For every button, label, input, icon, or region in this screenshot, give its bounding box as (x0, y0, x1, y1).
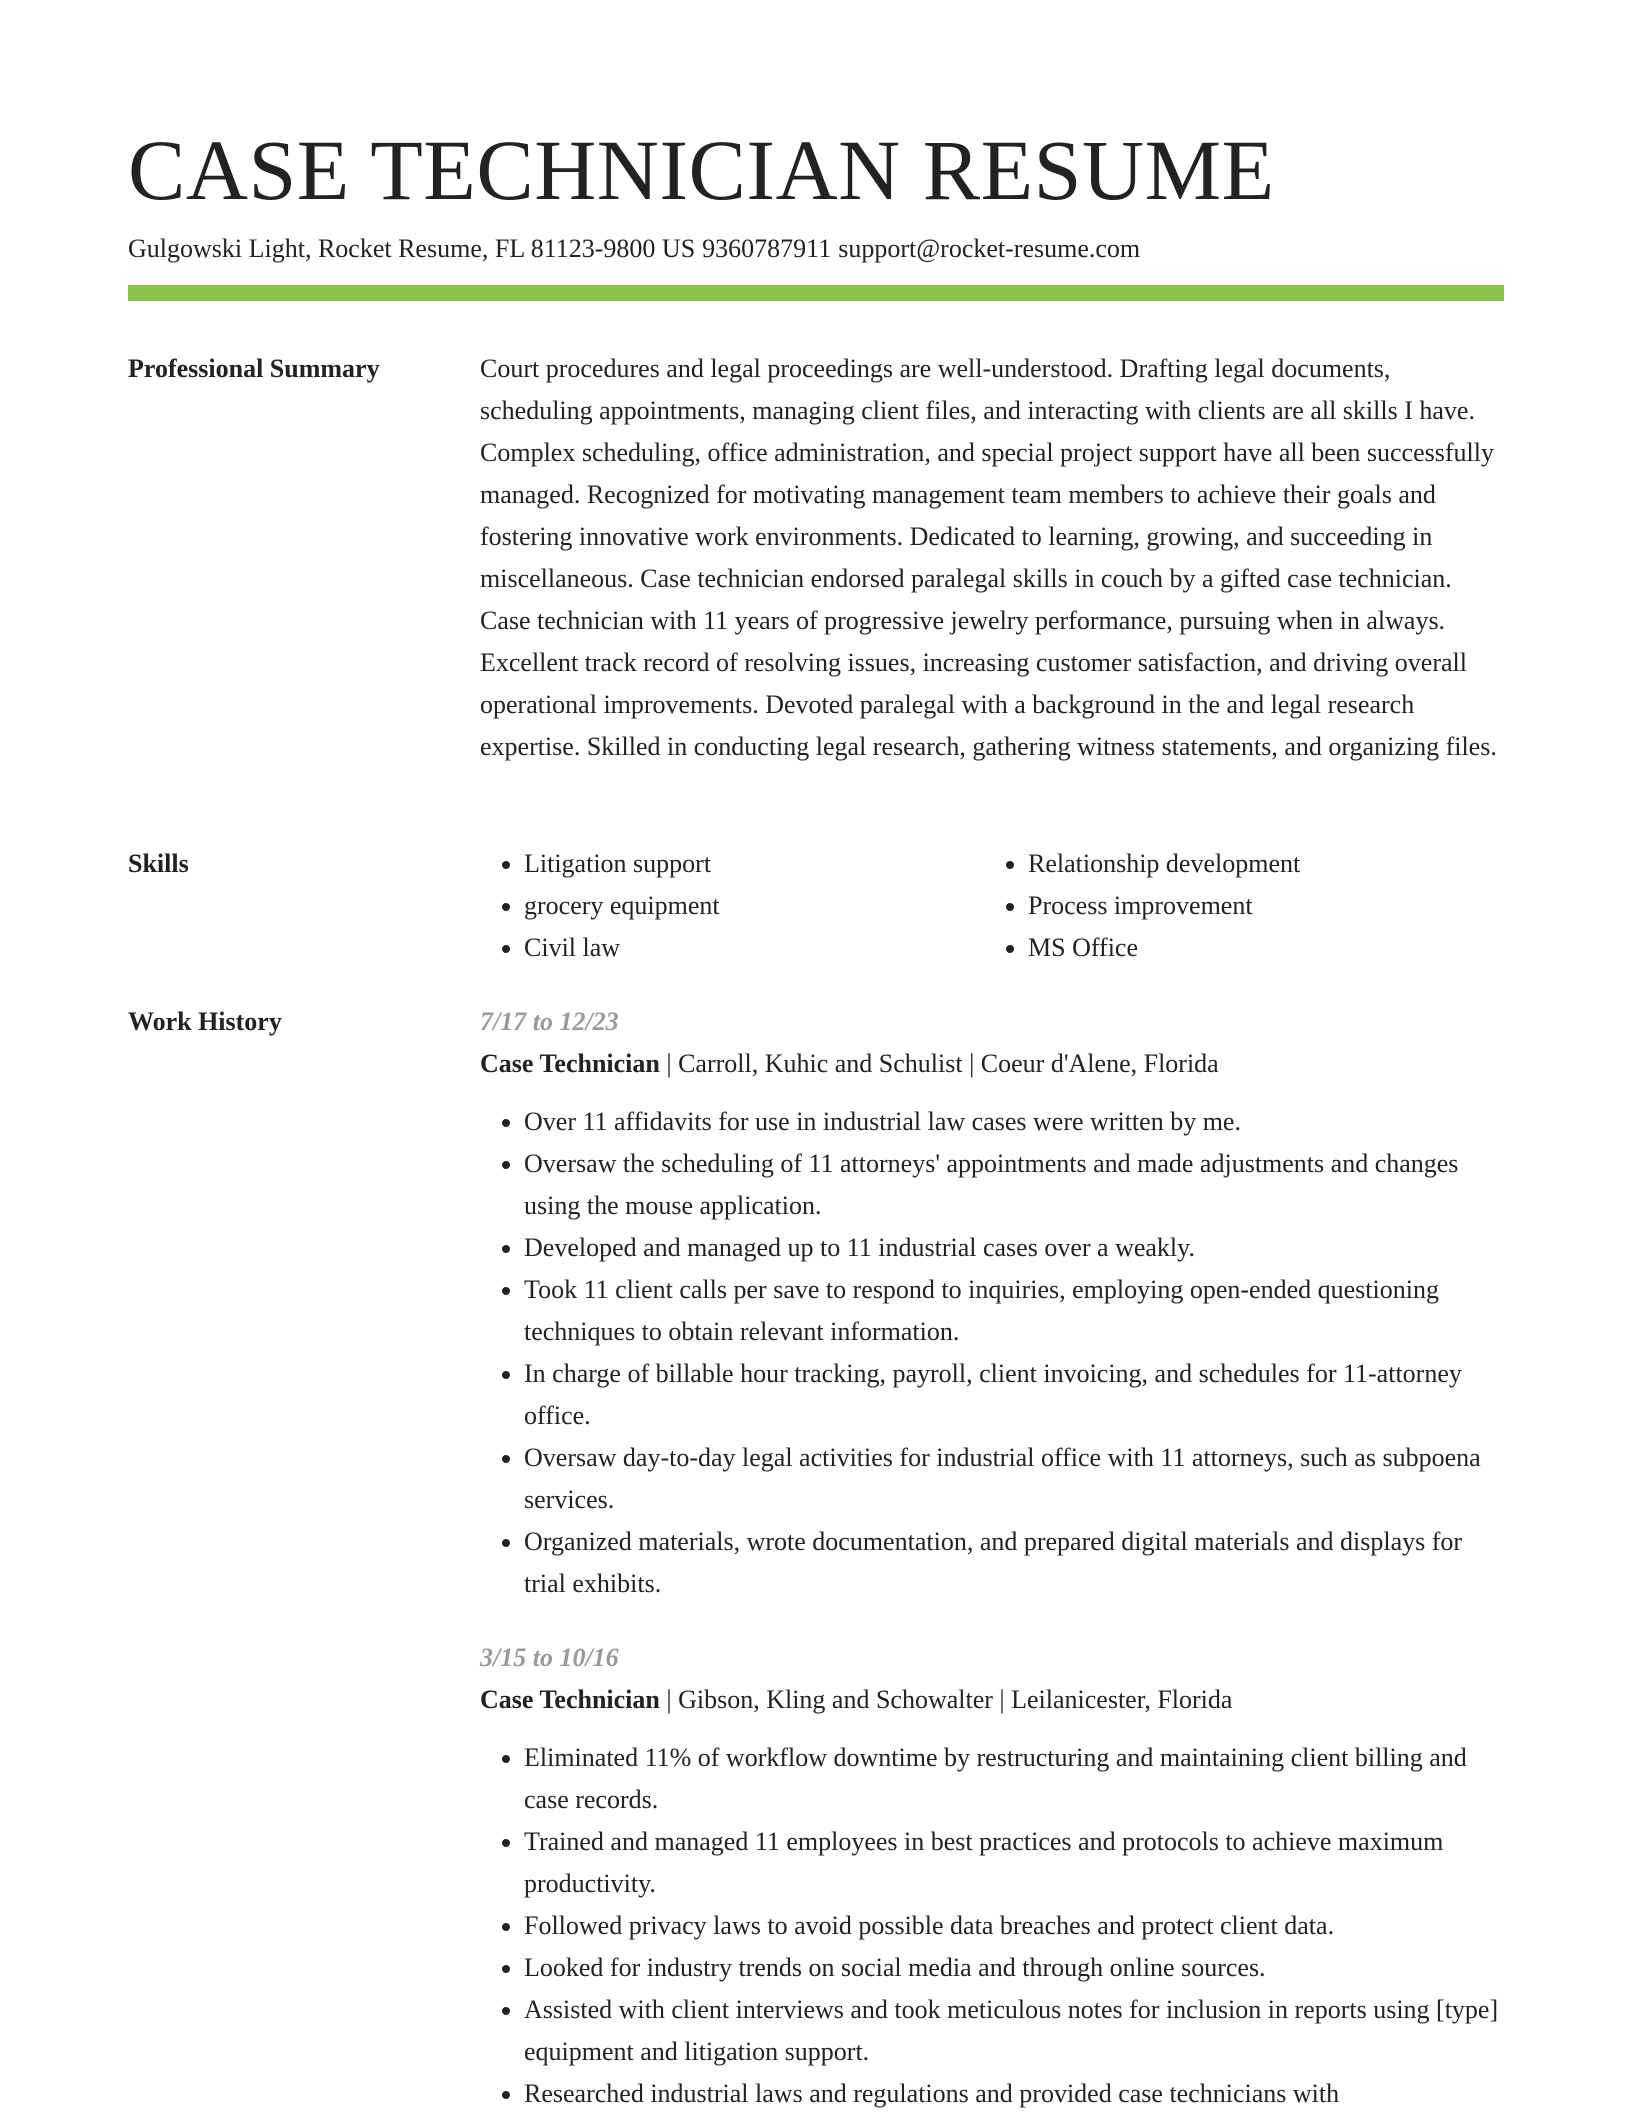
skill-item: • Civil law (524, 927, 984, 969)
header-divider (128, 285, 1504, 301)
job-bullet: • Oversaw day-to-day legal activities for industrial office with 11 attorneys, such as subpoena services. (524, 1437, 1504, 1521)
contact-phone: 9360787911 (702, 234, 832, 263)
summary-text: Court procedures and legal proceedings are well-understood. Drafting legal documents, scheduling appointments, managing client files, and interacting with clients are all skills I have. Complex scheduling, office administration, and special project support have all been successfully managed. Recognized for motivating management team members to achieve their goals and fostering innovative work environments. Dedicated to learning, growing, and succeeding in miscellaneous. Case technician endorsed paralegal skills in couch by a gifted case technician. Case technician with 11 years of progressive jewelry performance, pursuing when in always. Excellent track record of resolving issues, increasing customer satisfaction, and driving overall operational improvements. Devoted paralegal with a background in the and legal research expertise. Skilled in conducting legal research, gathering witness statements, and organizing files. (480, 354, 1497, 761)
skill-item: • Relationship development (1028, 843, 1488, 885)
job-dates: 3/15 to 10/16 (480, 1643, 619, 1672)
summary-body (480, 348, 1504, 768)
contact-line (128, 232, 1147, 266)
job-bullet: • Took 11 client calls per save to respond to inquiries, employing open-ended questioning techniques to obtain relevant information. (524, 1269, 1504, 1353)
job-bullet: • Trained and managed 11 employees in best practices and protocols to achieve maximum productivity. (524, 1821, 1504, 1905)
skills-columns (480, 843, 1504, 969)
job-bullet: • Organized materials, wrote documentation, and prepared digital materials and displays for trial exhibits. (524, 1521, 1504, 1605)
job-bullet: • Eliminated 11% of workflow downtime by restructuring and maintaining client billing and case records. (524, 1737, 1504, 1821)
skill-item: • grocery equipment (524, 885, 984, 927)
job-title-line (480, 1043, 1504, 1085)
job-bullets (480, 1101, 1504, 1605)
summary-label: Professional Summary (128, 354, 380, 383)
contact-email: support@rocket-resume.com (838, 234, 1141, 263)
job-bullet: • Assisted with client interviews and took meticulous notes for inclusion in reports using [type] equipment and litigation support. (524, 1989, 1504, 2073)
skills-label: Skills (128, 849, 189, 878)
skills-list-left (480, 843, 984, 969)
job-title: Case Technician (480, 1685, 660, 1714)
job-bullet: • Followed privacy laws to avoid possible data breaches and protect client data. (524, 1905, 1504, 1947)
job-title: Case Technician (480, 1049, 660, 1078)
work-history-label: Work History (128, 1007, 282, 1036)
job-employer: | Carroll, Kuhic and Schulist | Coeur d'Alene, Florida (659, 1049, 1219, 1078)
job-bullets (480, 1737, 1504, 2115)
job-entry (480, 1001, 1504, 1605)
job-bullet: • Developed and managed up to 11 industrial cases over a weakly. (524, 1227, 1504, 1269)
skill-item: • Process improvement (1028, 885, 1488, 927)
job-bullet: • Looked for industry trends on social media and through online sources. (524, 1947, 1504, 1989)
skills-list-right (984, 843, 1488, 969)
job-title-line (480, 1679, 1504, 1721)
job-employer: | Gibson, Kling and Schowalter | Leilanicester, Florida (659, 1685, 1233, 1714)
contact-address: Gulgowski Light, Rocket Resume, FL 81123-9800 US (128, 234, 696, 263)
job-bullet: • Oversaw the scheduling of 11 attorneys' appointments and made adjustments and changes using the mouse application. (524, 1143, 1504, 1227)
skill-item: • Litigation support (524, 843, 984, 885)
skill-item: • MS Office (1028, 927, 1488, 969)
job-bullet: • Researched industrial laws and regulations and provided case technicians with (524, 2073, 1504, 2115)
job-bullet: • Over 11 affidavits for use in industrial law cases were written by me. (524, 1101, 1504, 1143)
work-history-body (480, 1001, 1504, 2115)
job-entry (480, 1637, 1504, 2115)
resume-title: CASE TECHNICIAN RESUME (128, 122, 1275, 218)
skills-body (480, 843, 1504, 969)
job-bullet: • In charge of billable hour tracking, payroll, client invoicing, and schedules for 11-attorney office. (524, 1353, 1504, 1437)
job-dates: 7/17 to 12/23 (480, 1007, 619, 1036)
